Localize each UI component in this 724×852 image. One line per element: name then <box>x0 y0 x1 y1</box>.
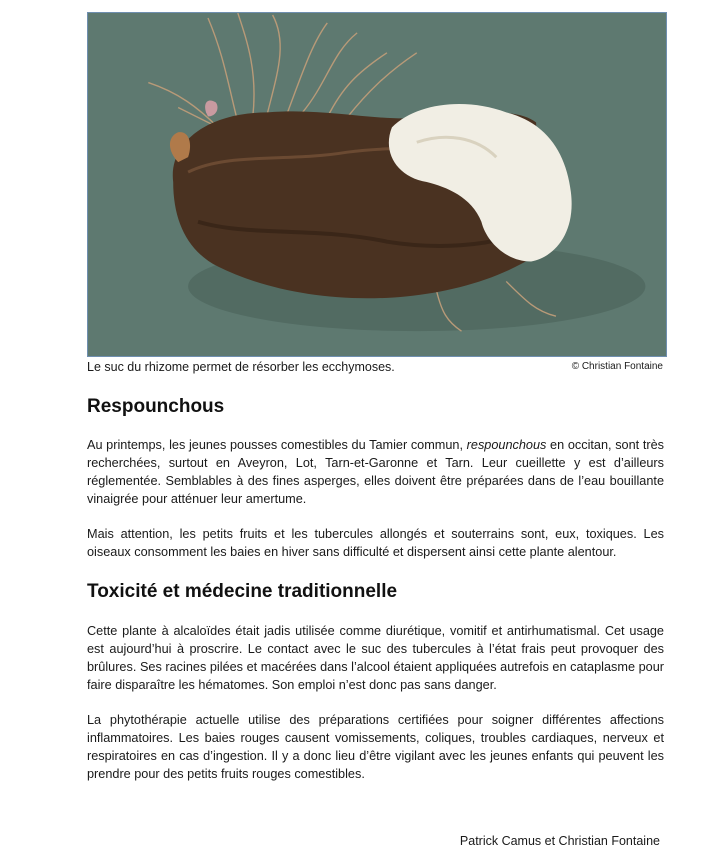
rhizome-illustration <box>88 13 666 356</box>
paragraph-toxicite-1: Cette plante à alcaloïdes était jadis utilisée comme diurétique, vomitif et antirhumatismal. Cet usage est aujourd’hui à proscrire. Le contact avec le suc des tubercules à l’état frais peut provoquer des brûlures. Ses racines pilées et macérées dans l’alcool étaient appliquées autrefois en cataplasme pour faire disparaître les hématomes. Son emploi n’est donc pas sans danger. <box>87 624 664 692</box>
photo-caption <box>87 360 667 374</box>
paragraph-respounchous-2: Mais attention, les petits fruits et les tubercules allongés et souterrains sont, eux, toxiques. Les oiseaux consomment les baies en hiver sans difficulté et dispersent ainsi cette plante alentour. <box>87 527 664 559</box>
caption-text: Le suc du rhizome permet de résorber les ecchymoses. <box>87 360 395 374</box>
section-title-respounchous: Respounchous <box>87 396 225 417</box>
authors-signature: Patrick Camus et Christian Fontaine <box>459 834 660 848</box>
paragraph-respounchous-1-term: respounchous <box>466 438 547 452</box>
photo-credit: © Christian Fontaine <box>571 361 663 372</box>
section-title-toxicite: Toxicité et médecine traditionnelle <box>87 581 398 602</box>
paragraph-respounchous-1-a: Au printemps, les jeunes pousses comestibles du Tamier commun, <box>87 438 467 452</box>
paragraph-toxicite-2: La phytothérapie actuelle utilise des préparations certifiées pour soigner différentes affections inflammatoires. Les baies rouges causent vomissements, coliques, troubles cardiaques, nerveux et respiratoires en cas d’ingestion. Il y a donc lieu d’être vigilant avec les jeunes enfants qui peuvent les prendre pour des petits fruits rouges comestibles. <box>87 713 664 781</box>
paragraph-respounchous-1 <box>87 436 664 508</box>
rhizome-photo <box>87 12 667 357</box>
paragraph-respounchous-1-c: en occitan, sont très recherchées, surtout en Aveyron, Lot, Tarn-et-Garonne et Tarn. Leur cueillette y est d’ailleurs réglementée. Semblables à des fines asperges, elles doivent être préparées dans de l’eau bouillante vinaigrée pour atténuer leur amertume. <box>87 438 664 506</box>
